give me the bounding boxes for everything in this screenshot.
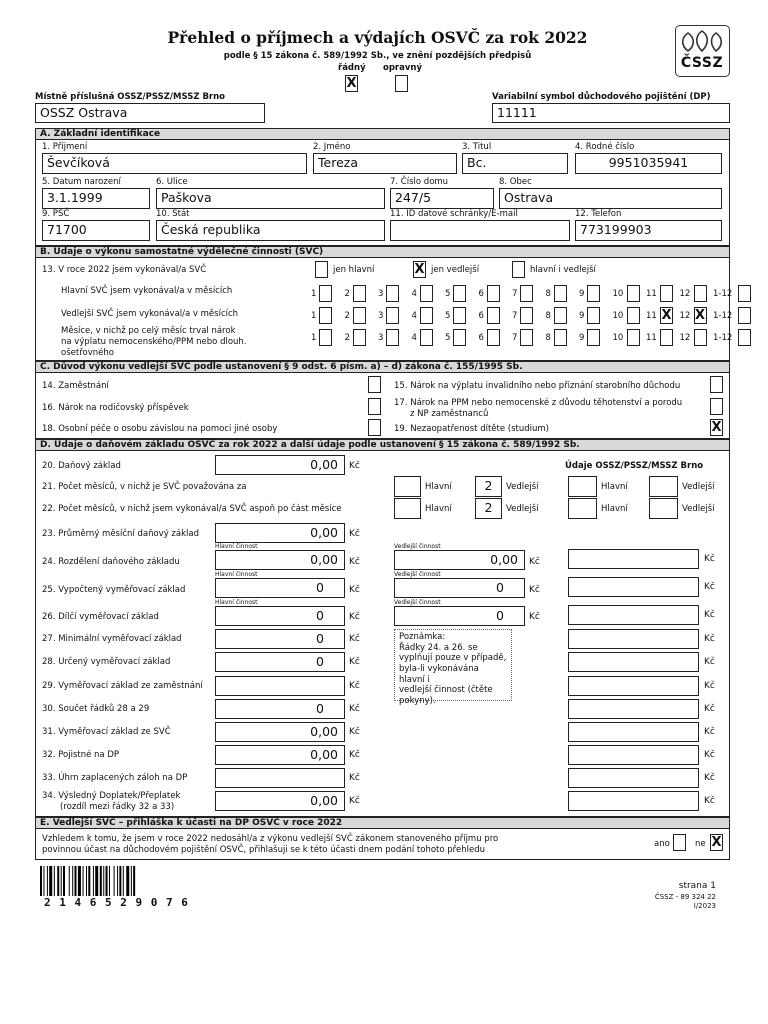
r25-label: 25. Vypočtený vyměřovací základ	[42, 585, 186, 595]
e-ne-label: ne	[695, 839, 706, 849]
barcode-bar	[83, 866, 84, 896]
month-checkbox[interactable]	[319, 307, 332, 324]
jmeno-field[interactable]: Tereza	[313, 153, 457, 174]
r28-label: 28. Určený vyměřovací základ	[42, 657, 171, 667]
r31-kc: Kč	[349, 727, 360, 737]
barcode-bar	[126, 866, 129, 896]
form-code: ČSSZ - 89 324 22	[654, 893, 716, 901]
month-label: 1-12	[713, 289, 733, 299]
month-label: 8	[545, 311, 551, 321]
office-value-field[interactable]	[568, 652, 699, 672]
r22-vedlejsi-label: Vedlejší	[506, 504, 539, 514]
office-value-kc: Kč	[704, 750, 715, 760]
month-label: 10	[612, 311, 624, 321]
c19-label: 19. Nezaopatřenost dítěte (studium)	[394, 424, 549, 434]
r24-vedlejsi-field[interactable]: 0,00	[394, 550, 525, 570]
r31-field[interactable]: 0,00	[215, 722, 345, 742]
r32-field[interactable]: 0,00	[215, 745, 345, 765]
month-label: 1-12	[713, 311, 733, 321]
month-label: 11	[646, 311, 657, 321]
month-label: 6	[478, 311, 484, 321]
barcode-bar	[69, 866, 70, 896]
month-checkbox[interactable]: X	[694, 308, 706, 323]
barcode-number: 2 1 4 6 5 2 9 0 7 6	[44, 896, 189, 909]
barcode-bar	[114, 866, 115, 896]
months-row3-label-a: Měsíce, v nichž po celý měsíc trval nárok	[61, 326, 236, 336]
r27-kc: Kč	[349, 634, 360, 644]
c18-label: 18. Osobní péče o osobu závislou na pomoci jiné osoby	[42, 424, 278, 434]
month-label: 10	[612, 333, 624, 343]
month-label: 12	[679, 311, 691, 321]
c17-checkbox[interactable]	[710, 398, 723, 415]
logo-text: ČSSZ	[680, 55, 724, 71]
month-label: 7	[512, 311, 518, 321]
barcode-bar	[72, 866, 73, 896]
month-checkbox[interactable]	[386, 285, 399, 302]
r24-hlavni-caption: Hlavní činnost	[215, 543, 258, 550]
c17-label-a: 17. Nárok na PPM nebo nemocenské z důvodu těhotenství a porodu	[394, 398, 683, 408]
r25-vedlejsi-field[interactable]: 0	[394, 578, 525, 598]
month-label: 7	[512, 333, 518, 343]
barcode-bar	[75, 866, 77, 896]
month-label: 2	[344, 333, 350, 343]
r21-office-hlavni-field[interactable]	[568, 476, 597, 497]
month-checkbox[interactable]	[453, 285, 466, 302]
barcode-bar	[43, 866, 44, 896]
months-row3-label-b: na výplatu nemocenského/PPM nebo dlouh.	[61, 337, 247, 347]
hlavni-vedlejsi-label: hlavní i vedlejší	[530, 265, 596, 275]
r21-office-vedlejsi-label: Vedlejší	[682, 482, 715, 492]
cislo-field[interactable]: 247/5	[390, 188, 494, 209]
month-label: 9	[579, 333, 585, 343]
r26-hlavni-kc: Kč	[349, 612, 360, 622]
office-label: Místně příslušná OSSZ/PSSZ/MSSZ Brno	[35, 92, 226, 102]
months-row2-label: Vedlejší SVČ jsem vykonával/a v měsících	[61, 309, 239, 319]
r33-field[interactable]	[215, 768, 345, 788]
r21-office-hlavni-label: Hlavní	[601, 482, 628, 492]
ds-label: 11. ID datové schránky/E-mail	[390, 209, 518, 219]
r23-field[interactable]: 0,00	[215, 523, 345, 543]
months-row1-label: Hlavní SVČ jsem vykonával/a v měsících	[61, 286, 233, 296]
r29-label: 29. Vyměřovací základ ze zaměstnání	[42, 681, 203, 691]
r25-vedlejsi-kc: Kč	[529, 585, 540, 595]
r34-label-b: (rozdíl mezi řádky 32 a 33)	[60, 802, 175, 812]
month-label: 5	[445, 333, 451, 343]
form-subtitle: podle § 15 zákona č. 589/1992 Sb., ve znění pozdějších předpisů	[223, 51, 532, 61]
r25-hlavni-kc: Kč	[349, 585, 360, 595]
note-line-4: byla-li vykonávána hlavní i	[399, 663, 479, 685]
barcode-bar	[47, 866, 48, 896]
month-checkbox[interactable]	[694, 329, 707, 346]
r32-kc: Kč	[349, 750, 360, 760]
barcode-bar	[117, 866, 118, 896]
r24-vedlejsi-kc: Kč	[529, 557, 540, 567]
month-checkbox[interactable]	[520, 329, 533, 346]
barcode-bar	[88, 866, 90, 896]
month-label: 6	[478, 333, 484, 343]
month-checkbox[interactable]	[453, 329, 466, 346]
month-checkbox[interactable]	[487, 329, 500, 346]
vs-field[interactable]: 11111	[492, 103, 730, 123]
c19-checkbox[interactable]: X	[711, 420, 722, 435]
ulice-field[interactable]: Paškova	[156, 188, 385, 209]
cssz-logo	[675, 25, 730, 77]
barcode-bar	[86, 866, 87, 896]
office-value-kc: Kč	[704, 704, 715, 714]
vs-label: Variabilní symbol důchodového pojištění (DP)	[492, 92, 711, 102]
office-value-field[interactable]	[568, 722, 699, 742]
page-number: strana 1	[678, 881, 716, 891]
r24-hlavni-field[interactable]: 0,00	[215, 550, 345, 570]
psc-label: 9. PSČ	[42, 209, 70, 219]
c14-checkbox[interactable]	[368, 376, 381, 393]
month-checkbox[interactable]	[453, 307, 466, 324]
radny-label: řádný	[338, 63, 366, 73]
barcode-bar	[63, 866, 65, 896]
barcode-image	[40, 866, 170, 896]
month-label: 4	[411, 333, 417, 343]
r24-vedlejsi-caption: Vedlejší činnost	[394, 543, 441, 550]
r26-vedlejsi-field[interactable]: 0	[394, 606, 525, 626]
opravny-checkbox[interactable]	[395, 75, 408, 92]
r34-kc: Kč	[349, 796, 360, 806]
month-checkbox[interactable]	[520, 285, 533, 302]
obec-field[interactable]: Ostrava	[499, 188, 722, 209]
prijmeni-field[interactable]: Ševčíková	[42, 153, 307, 174]
r21-hlavni-field[interactable]	[394, 476, 421, 497]
barcode-bar	[106, 866, 108, 896]
r27-label: 27. Minimální vyměřovací základ	[42, 634, 182, 644]
month-label: 11	[646, 289, 657, 299]
barcode-bar	[54, 866, 55, 896]
r28-kc: Kč	[349, 657, 360, 667]
month-checkbox[interactable]	[738, 285, 751, 302]
section-d-title: D. Údaje o daňovém základu OSVČ za rok 2022 a další údaje podle ustanovení § 15 zákona č. 589/1992 Sb.	[35, 439, 730, 451]
r21-vedlejsi-label: Vedlejší	[506, 482, 539, 492]
month-label: 4	[411, 289, 417, 299]
month-checkbox[interactable]	[554, 307, 567, 324]
barcode-bar	[61, 866, 62, 896]
month-label: 10	[612, 289, 624, 299]
r25-hlavni-field[interactable]: 0	[215, 578, 345, 598]
r20-kc: Kč	[349, 461, 360, 471]
office-value-kc: Kč	[704, 681, 715, 691]
office-value-field[interactable]	[568, 629, 699, 649]
month-checkbox[interactable]	[694, 285, 707, 302]
month-checkbox[interactable]	[420, 329, 433, 346]
psc-field[interactable]: 71700	[42, 220, 150, 241]
r21-hlavni-label: Hlavní	[425, 482, 452, 492]
month-label: 11	[646, 333, 657, 343]
month-label: 2	[344, 289, 350, 299]
titul-field[interactable]: Bc.	[462, 153, 568, 174]
month-label: 8	[545, 333, 551, 343]
note-box	[394, 629, 512, 706]
r24-hlavni-kc: Kč	[349, 557, 360, 567]
barcode-bar	[78, 866, 81, 896]
office-value-field[interactable]	[568, 605, 699, 625]
hlavni-only-label: jen hlavní	[333, 265, 375, 275]
note-line-5: vedlejší činnost (čtěte	[399, 685, 493, 696]
month-label: 2	[344, 311, 350, 321]
vedlejsi-only-label: jen vedlejší	[431, 265, 480, 275]
r26-hlavni-field[interactable]: 0	[215, 606, 345, 626]
datum-label: 5. Datum narození	[42, 177, 121, 187]
month-label: 8	[545, 289, 551, 299]
note-line-1: Poznámka:	[399, 632, 446, 642]
month-label: 5	[445, 289, 451, 299]
stat-field[interactable]: Česká republika	[156, 220, 385, 241]
r21-vedlejsi-field[interactable]: 2	[475, 476, 502, 497]
months-row3-label-c: ošetřovného	[61, 348, 114, 358]
office-value-field[interactable]	[568, 699, 699, 719]
r25-vedlejsi-caption: Vedlejší činnost	[394, 571, 441, 578]
e-ne-checkbox[interactable]: X	[711, 835, 722, 850]
barcode-bar	[103, 866, 104, 896]
month-checkbox[interactable]	[353, 329, 366, 346]
hlavni-vedlejsi-checkbox[interactable]	[512, 261, 525, 278]
r22-office-hlavni-field[interactable]	[568, 498, 597, 519]
office-value-field[interactable]	[568, 577, 699, 597]
month-label: 12	[679, 289, 691, 299]
month-label: 1	[311, 311, 317, 321]
month-label: 9	[579, 311, 585, 321]
vedlejsi-only-checkbox[interactable]: X	[414, 262, 425, 277]
month-checkbox[interactable]	[738, 329, 751, 346]
month-checkbox[interactable]	[627, 329, 640, 346]
e-ano-label: ano	[654, 839, 670, 849]
r21-label: 21. Počet měsíců, v nichž je SVČ považována za	[42, 482, 247, 492]
month-checkbox[interactable]	[520, 307, 533, 324]
note-line-3: vyplňují pouze v případě,	[399, 653, 507, 664]
office-value-field[interactable]	[568, 676, 699, 696]
barcode-bar	[133, 866, 135, 896]
office-value-kc: Kč	[704, 610, 715, 620]
r34-label-a: 34. Výsledný Doplatek/Přeplatek	[42, 791, 181, 801]
r20-field[interactable]: 0,00	[215, 455, 345, 475]
month-label: 3	[378, 311, 384, 321]
r23-label: 23. Průměrný měsíční daňový základ	[42, 529, 199, 539]
r33-label: 33. Úhrn zaplacených záloh na DP	[42, 773, 188, 783]
barcode-bar	[119, 866, 121, 896]
q13-label: 13. V roce 2022 jsem vykonával/a SVČ	[42, 265, 207, 275]
r33-kc: Kč	[349, 773, 360, 783]
month-checkbox[interactable]	[319, 285, 332, 302]
office-value-field[interactable]	[568, 549, 699, 569]
month-checkbox[interactable]	[660, 285, 673, 302]
r22-label: 22. Počet měsíců, v nichž jsem vykonával/a SVČ aspoň po část měsíce	[42, 504, 342, 514]
month-label: 1	[311, 333, 317, 343]
r22-hlavni-field[interactable]	[394, 498, 421, 519]
month-label: 7	[512, 289, 518, 299]
r25-hlavni-caption: Hlavní činnost	[215, 571, 258, 578]
hlavni-only-checkbox[interactable]	[315, 261, 328, 278]
form-title: Přehled o příjmech a výdajích OSVČ za rok 2022	[167, 28, 588, 47]
month-checkbox[interactable]	[386, 307, 399, 324]
r30-field[interactable]: 0	[215, 699, 345, 719]
c15-checkbox[interactable]	[710, 376, 723, 393]
month-label: 1	[311, 289, 317, 299]
month-checkbox[interactable]	[420, 307, 433, 324]
office-field[interactable]: OSSZ Ostrava	[35, 103, 265, 123]
month-checkbox[interactable]	[554, 285, 567, 302]
month-label: 1-12	[713, 333, 733, 343]
c14-label: 14. Zaměstnání	[42, 381, 109, 391]
office-value-kc: Kč	[704, 634, 715, 644]
cislo-label: 7. Číslo domu	[390, 177, 449, 187]
r26-hlavni-caption: Hlavní činnost	[215, 599, 258, 606]
opravny-label: opravný	[383, 63, 422, 73]
section-b-title: B. Údaje o výkonu samostatné výdělečné činnosti (SVČ)	[35, 246, 730, 258]
tel-field[interactable]: 773199903	[575, 220, 722, 241]
c17-label-b: z NP zaměstnanců	[410, 409, 489, 419]
month-checkbox[interactable]	[587, 329, 600, 346]
month-label: 9	[579, 289, 585, 299]
c16-label: 16. Nárok na rodičovský příspěvek	[42, 403, 189, 413]
r27-field[interactable]: 0	[215, 629, 345, 649]
month-checkbox[interactable]	[738, 307, 751, 324]
r20-label: 20. Daňový základ	[42, 461, 121, 471]
month-checkbox[interactable]	[487, 307, 500, 324]
barcode-bar	[93, 866, 94, 896]
e-ano-checkbox[interactable]	[673, 834, 686, 851]
section-a-title: A. Základní identifikace	[35, 128, 730, 140]
r34-field[interactable]: 0,00	[215, 791, 345, 811]
barcode-bar	[123, 866, 124, 896]
r30-label: 30. Součet řádků 28 a 29	[42, 704, 150, 714]
office-value-field[interactable]	[568, 768, 699, 788]
c16-checkbox[interactable]	[368, 398, 381, 415]
section-e-title: E. Vedlejší SVČ – přihláška k účasti na DP OSVČ v roce 2022	[35, 817, 730, 829]
month-checkbox[interactable]	[420, 285, 433, 302]
month-label: 3	[378, 289, 384, 299]
barcode-bar	[131, 866, 132, 896]
office-value-kc: Kč	[704, 582, 715, 592]
ds-field[interactable]	[390, 220, 570, 241]
barcode-bar	[95, 866, 98, 896]
office-value-kc: Kč	[704, 727, 715, 737]
office-data-title: Údaje OSSZ/PSSZ/MSSZ Brno	[565, 461, 704, 471]
office-value-kc: Kč	[704, 657, 715, 667]
month-checkbox[interactable]	[660, 329, 673, 346]
month-checkbox[interactable]	[386, 329, 399, 346]
barcode-bar	[100, 866, 102, 896]
r31-label: 31. Vyměřovací základ ze SVČ	[42, 727, 171, 737]
month-checkbox[interactable]	[554, 329, 567, 346]
r26-vedlejsi-kc: Kč	[529, 612, 540, 622]
r21-office-vedlejsi-field[interactable]	[649, 476, 678, 497]
r22-office-vedlejsi-field[interactable]	[649, 498, 678, 519]
month-checkbox[interactable]	[627, 285, 640, 302]
month-label: 6	[478, 289, 484, 299]
month-checkbox[interactable]	[587, 307, 600, 324]
prijmeni-label: 1. Příjmení	[42, 142, 88, 152]
r29-field[interactable]	[215, 676, 345, 696]
r29-kc: Kč	[349, 681, 360, 691]
month-checkbox[interactable]	[353, 285, 366, 302]
month-checkbox[interactable]	[587, 285, 600, 302]
rc-label: 4. Rodné číslo	[575, 142, 635, 152]
barcode-bar	[40, 866, 42, 896]
month-label: 4	[411, 311, 417, 321]
month-checkbox[interactable]	[627, 307, 640, 324]
obec-label: 8. Obec	[499, 177, 532, 187]
datum-field[interactable]: 3.1.1999	[42, 188, 150, 209]
jmeno-label: 2. Jméno	[313, 142, 351, 152]
r22-office-hlavni-label: Hlavní	[601, 504, 628, 514]
r28-field[interactable]: 0	[215, 652, 345, 672]
barcode-bar	[49, 866, 52, 896]
office-value-kc: Kč	[704, 773, 715, 783]
office-value-kc: Kč	[704, 554, 715, 564]
e-text-2: povinnou účast na důchodovém pojištění OSVČ, přihlašuji se k této účasti dnem podání tohoto přehledu	[42, 845, 485, 855]
flower-icon	[676, 29, 728, 55]
month-checkbox[interactable]	[353, 307, 366, 324]
r26-vedlejsi-caption: Vedlejší činnost	[394, 599, 441, 606]
note-line-6: pokyny).	[399, 695, 436, 706]
c15-label: 15. Nárok na výplatu invalidního nebo přiznání starobního důchodu	[394, 381, 681, 391]
ulice-label: 6. Ulice	[156, 177, 188, 187]
r22-office-vedlejsi-label: Vedlejší	[682, 504, 715, 514]
titul-label: 3. Titul	[462, 142, 492, 152]
r26-label: 26. Dílčí vyměřovací základ	[42, 612, 159, 622]
r32-label: 32. Pojistné na DP	[42, 750, 120, 760]
month-checkbox[interactable]	[487, 285, 500, 302]
stat-label: 10. Stát	[156, 209, 190, 219]
month-checkbox[interactable]	[319, 329, 332, 346]
section-c-title: C. Důvod výkonu vedlejší SVČ podle ustanovení § 9 odst. 6 písm. a) – d) zákona č. 155/1995 Sb.	[35, 361, 730, 373]
office-value-field[interactable]	[568, 745, 699, 765]
office-value-kc: Kč	[704, 796, 715, 806]
month-label: 5	[445, 311, 451, 321]
tel-label: 12. Telefon	[575, 209, 622, 219]
note-line-2: Řádky 24. a 26. se	[399, 642, 478, 653]
r22-hlavni-label: Hlavní	[425, 504, 452, 514]
r23-kc: Kč	[349, 529, 360, 539]
barcode-bar	[57, 866, 59, 896]
r30-kc: Kč	[349, 704, 360, 714]
r24-label: 24. Rozdělení daňového základu	[42, 557, 180, 567]
c18-checkbox[interactable]	[368, 419, 381, 436]
office-value-field[interactable]	[568, 791, 699, 811]
month-label: 3	[378, 333, 384, 343]
month-checkbox[interactable]: X	[661, 308, 672, 323]
e-text-1: Vzhledem k tomu, že jsem v roce 2022 nedosáhl/a z výkonu vedlejší SVČ zákonem stanoveného příjmu pro	[42, 834, 499, 844]
month-label: 12	[679, 333, 691, 343]
barcode-bar	[109, 866, 110, 896]
r22-vedlejsi-field[interactable]: 2	[475, 498, 502, 519]
radny-checkbox[interactable]: X	[346, 76, 357, 91]
form-version: I/2023	[693, 902, 716, 910]
rc-field[interactable]: 9951035941	[575, 153, 722, 174]
